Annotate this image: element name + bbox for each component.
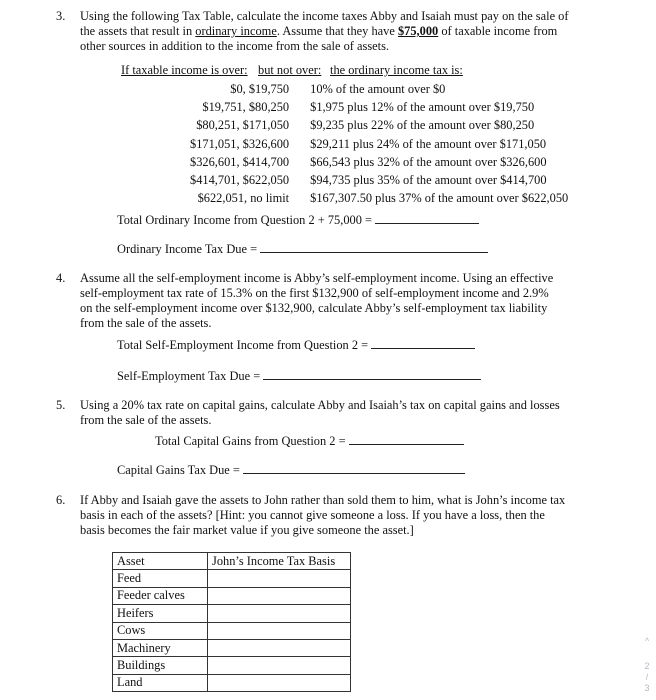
tax-table-row: [190, 171, 568, 189]
question-4: [56, 271, 558, 331]
tax-table-header-tax: the ordinary income tax is:: [330, 63, 463, 77]
asset-basis-cell[interactable]: [208, 570, 351, 587]
asset-name: Buildings: [113, 657, 208, 674]
question-4-text: Assume all the self-employment income is Abby’s self-employment income. Using an effective self-employment tax rate of 15.3% on the first $132,900 of self-employment income and 2.9% on the self-employment income over $132,900, calculate Abby’s self-employment tax liability from the sale of the assets.: [80, 271, 554, 330]
tax-bracket-range: $0, $19,750: [230, 81, 290, 96]
total-self-employment-blank[interactable]: [371, 338, 475, 349]
page-separator: /: [645, 672, 649, 682]
asset-column-header: Asset: [113, 553, 208, 570]
ordinary-income-tax-row: [117, 242, 488, 257]
asset-basis-cell[interactable]: [208, 639, 351, 656]
tax-bracket-formula: $167,307.50 plus 37% of the amount over $622,050: [310, 191, 569, 206]
tax-bracket-formula: $66,543 plus 32% of the amount over $326,600: [310, 154, 547, 169]
asset-row: [113, 657, 351, 674]
ordinary-income-tax-blank[interactable]: [260, 242, 488, 253]
asset-basis-cell[interactable]: [208, 674, 351, 691]
total-capital-gains-blank[interactable]: [349, 434, 464, 445]
basis-column-header: John’s Income Tax Basis: [208, 553, 351, 570]
tax-table: [190, 80, 568, 208]
ordinary-income-term: ordinary income: [195, 24, 277, 38]
total-ordinary-income-blank[interactable]: [375, 213, 479, 224]
ordinary-income-tax-label: Ordinary Income Tax Due =: [117, 242, 258, 256]
asset-basis-cell[interactable]: [208, 622, 351, 639]
taxable-income-amount: $75,000: [397, 24, 439, 38]
tax-bracket-formula: $94,735 plus 35% of the amount over $414,700: [310, 173, 547, 188]
tax-table-header-not-over: but not over:: [258, 63, 322, 77]
tax-bracket-range: $622,051, no limit: [197, 191, 290, 206]
question-6-number: 6.: [56, 493, 66, 507]
asset-name: Land: [113, 674, 208, 691]
capital-gains-tax-label: Capital Gains Tax Due =: [117, 463, 240, 477]
asset-name: Heifers: [113, 605, 208, 622]
tax-table-row: [190, 190, 568, 208]
tax-table-row: [190, 80, 568, 98]
tax-table-row: [190, 117, 568, 135]
total-self-employment-row: [117, 338, 475, 353]
asset-row: [113, 622, 351, 639]
question-3-text-b: . Assume that they have: [276, 24, 398, 38]
asset-row: [113, 587, 351, 604]
question-4-number: 4.: [56, 271, 66, 285]
total-capital-gains-row: [155, 434, 464, 449]
tax-bracket-range: $19,751, $80,250: [202, 99, 290, 114]
self-employment-tax-row: [117, 369, 481, 384]
asset-name: Cows: [113, 622, 208, 639]
asset-row: [113, 570, 351, 587]
self-employment-tax-blank[interactable]: [263, 369, 481, 380]
asset-row: [113, 605, 351, 622]
tax-table-row: [190, 153, 568, 171]
asset-name: Machinery: [113, 639, 208, 656]
asset-basis-table: [112, 552, 351, 692]
asset-name: Feed: [113, 570, 208, 587]
tax-bracket-range: $171,051, $326,600: [190, 136, 290, 151]
total-ordinary-income-row: [117, 213, 479, 228]
tax-table-row: [190, 98, 568, 116]
tax-bracket-formula: $9,235 plus 22% of the amount over $80,250: [310, 118, 535, 133]
page-indicator: [640, 636, 654, 694]
self-employment-tax-label: Self-Employment Tax Due =: [117, 369, 261, 383]
total-capital-gains-label: Total Capital Gains from Question 2 =: [155, 434, 346, 448]
question-6-text: If Abby and Isaiah gave the assets to John rather than sold them to him, what is John’s income tax basis in each of the assets? [Hint: you cannot give someone a loss. If you have a loss, then the basis becomes the fair market value if you give someone the asset.]: [80, 493, 566, 537]
question-6: [56, 493, 572, 538]
tax-bracket-range: $80,251, $171,050: [196, 118, 290, 133]
asset-basis-cell[interactable]: [208, 605, 351, 622]
question-3-text-a: Using the following Tax Table, calculate the income taxes Abby and Isaiah must pay on the sale of the assets that result in: [80, 9, 569, 38]
question-3: [56, 9, 580, 54]
tax-bracket-formula: $1,975 plus 12% of the amount over $19,750: [310, 99, 535, 114]
capital-gains-tax-blank[interactable]: [243, 463, 465, 474]
asset-basis-cell[interactable]: [208, 587, 351, 604]
question-3-text-c: of taxable income from other sources in addition to the income from the sale of assets.: [80, 24, 558, 53]
tax-bracket-formula: $29,211 plus 24% of the amount over $171,050: [310, 136, 547, 151]
tax-bracket-formula: 10% of the amount over $0: [310, 81, 446, 96]
asset-row: [113, 674, 351, 691]
tax-bracket-range: $414,701, $622,050: [190, 173, 290, 188]
question-5: [56, 398, 570, 428]
question-3-number: 3.: [56, 9, 66, 23]
page-up-icon[interactable]: ^: [644, 636, 650, 646]
asset-name: Feeder calves: [113, 587, 208, 604]
total-ordinary-income-label: Total Ordinary Income from Question 2 + 75,000 =: [117, 213, 373, 227]
asset-row: [113, 639, 351, 656]
tax-table-header-over: If taxable income is over:: [121, 63, 248, 77]
page-current: 2: [644, 661, 650, 671]
total-self-employment-label: Total Self-Employment Income from Question 2 =: [117, 338, 369, 352]
tax-table-row: [190, 135, 568, 153]
question-5-number: 5.: [56, 398, 66, 412]
asset-basis-cell[interactable]: [208, 657, 351, 674]
capital-gains-tax-row: [117, 463, 465, 478]
tax-bracket-range: $326,601, $414,700: [190, 154, 290, 169]
page-total: 3: [644, 683, 650, 693]
question-5-text: Using a 20% tax rate on capital gains, calculate Abby and Isaiah’s tax on capital gains and losses from the sale of the assets.: [80, 398, 560, 427]
